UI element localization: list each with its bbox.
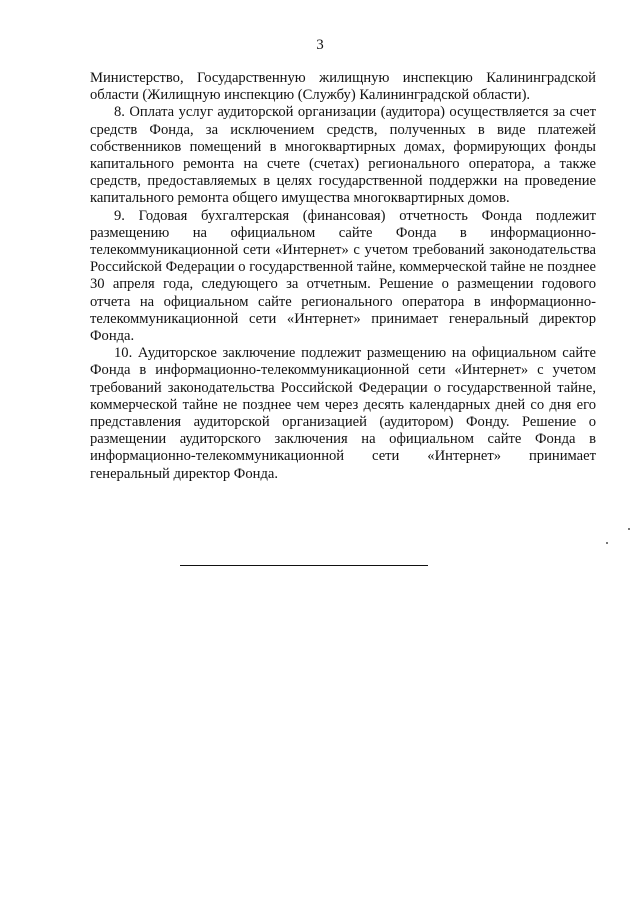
paragraph-item-8: 8. Оплата услуг аудиторской организации (аудитора) осуществляется за счет средств Фонда, за исключением средств, полученных в виде платежей собственников помещений в многоквартирных домах, формирующих фонды капитального ремонта на счете (счетах) регионального оператора, а также средств, предоставляемых в целях государственной поддержки на проведение капитального ремонта общего имущества многоквартирных домов. (90, 104, 596, 207)
paragraph-item-9: 9. Годовая бухгалтерская (финансовая) отчетность Фонда подлежит размещению на официальном сайте Фонда в информационно-телекоммуникационной сети «Интернет» с учетом требований законодательства Российской Федерации о государственной тайне, коммерческой тайне не позднее 30 апреля года, следующего за отчетным. Решение о размещении годового отчета на официальном сайте регионального оператора в информационно-телекоммуникационной сети «Интернет» принимает генеральный директор Фонда. (90, 207, 596, 345)
document-body (90, 70, 596, 483)
scan-speck (628, 528, 630, 530)
end-of-document-divider (180, 565, 428, 566)
paragraph-item-10: 10. Аудиторское заключение подлежит размещению на официальном сайте Фонда в информационно-телекоммуникационной сети «Интернет» с учетом требований законодательства Российской Федерации о государственной тайне, коммерческой тайне не позднее чем через десять календарных дней со дня его представления аудиторской организацией (аудитором) Фонду. Решение о размещении аудиторского заключения на официальном сайте Фонда в информационно-телекоммуникационной сети «Интернет» принимает генеральный директор Фонда. (90, 345, 596, 482)
page-number: 3 (316, 37, 324, 53)
paragraph-continuation: Министерство, Государственную жилищную инспекцию Калининградской области (Жилищную инспекцию (Службу) Калининградской области). (90, 70, 596, 104)
scan-speck (606, 542, 608, 544)
